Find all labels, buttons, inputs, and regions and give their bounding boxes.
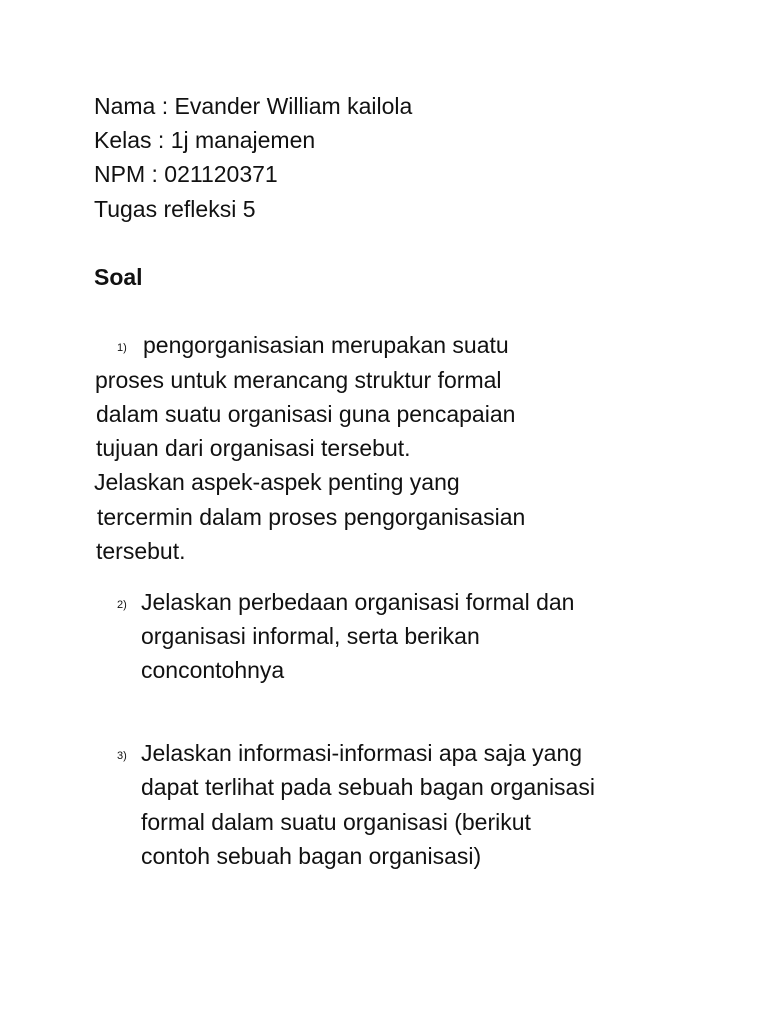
question-3-line: Jelaskan informasi-informasi apa saja yang <box>141 740 583 766</box>
question-2-number: 2) <box>117 599 127 611</box>
student-npm: NPM : 021120371 <box>94 161 278 187</box>
question-1-line: tujuan dari organisasi tersebut. <box>96 435 411 461</box>
question-1-line: proses untuk merancang struktur formal <box>95 367 502 393</box>
student-name: Nama : Evander William kailola <box>94 93 413 119</box>
question-1-line: dalam suatu organisasi guna pencapaian <box>96 401 516 427</box>
question-1-line: tercermin dalam proses pengorganisasian <box>97 504 526 530</box>
question-2-line: Jelaskan perbedaan organisasi formal dan <box>141 589 575 615</box>
student-class: Kelas : 1j manajemen <box>94 127 316 153</box>
question-1-line: tersebut. <box>96 538 186 564</box>
question-3-line: formal dalam suatu organisasi (berikut <box>141 809 531 835</box>
question-3-line: dapat terlihat pada sebuah bagan organisasi <box>141 774 595 800</box>
task-title: Tugas refleksi 5 <box>94 196 256 222</box>
question-2-line: organisasi informal, serta berikan <box>141 623 480 649</box>
question-2-line: concontohnya <box>141 657 285 683</box>
question-3-line: contoh sebuah bagan organisasi) <box>141 843 482 869</box>
section-title: Soal <box>94 264 143 290</box>
question-1-line: pengorganisasian merupakan suatu <box>143 332 509 358</box>
question-1-line: Jelaskan aspek-aspek penting yang <box>94 469 460 495</box>
question-3-number: 3) <box>117 750 127 762</box>
question-1-number: 1) <box>117 342 127 354</box>
